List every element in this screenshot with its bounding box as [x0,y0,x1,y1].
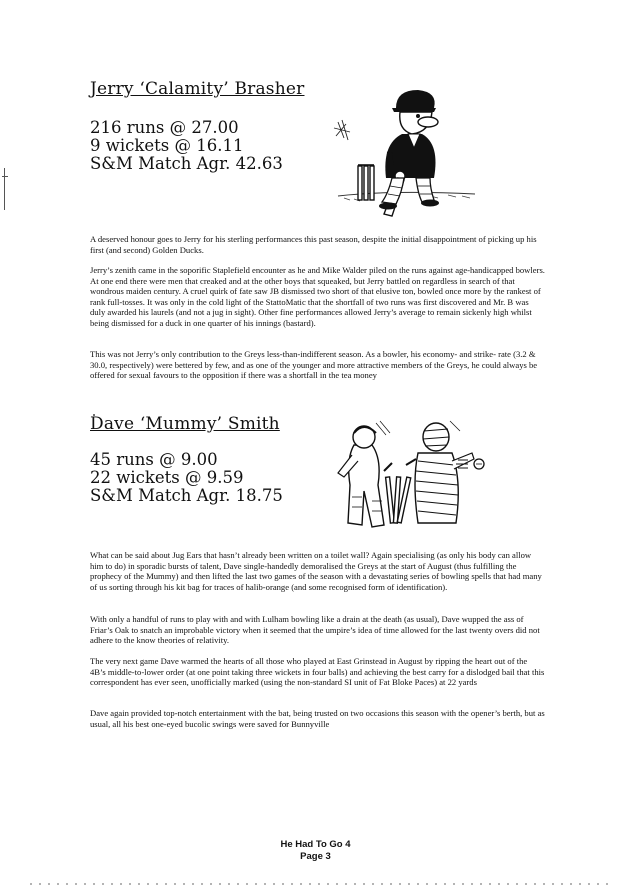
batsman-cartoon-image [330,82,480,224]
player2-paragraph: What can be said about Jug Ears that hasn’t already been written on a toilet wall? Again specialising (as only his body can allow him to do) in sporadic bursts of talent, Dave single-handedly demoralised the Greys at the start of August (thus fulfilling the prophecy of the Mummy) and then lifted the last two games of the season with a devastating series of bowling spells that had many of us sorting through his kit bag for traces of halib-orange (and some recognised form of identification). [90,550,542,592]
player1-match-agr: S&M Match Agr. 42.63 [90,154,283,173]
footer [0,839,631,863]
player1-runs: 216 runs @ 27.00 [90,118,239,137]
player1-paragraph: A deserved honour goes to Jerry for his sterling performances this past season, despite the initial disappointment of picking up his first (and second) Golden Ducks. [90,234,537,255]
player1-wickets: 9 wickets @ 16.11 [90,136,244,155]
player2-wickets: 22 wickets @ 9.59 [90,468,244,487]
footer-title: He Had To Go 4 [280,839,351,850]
scan-edge-dots [30,883,610,885]
margin-mark [2,176,8,177]
mummy-bowler-cartoon-image [332,415,492,540]
player2-paragraph: The very next game Dave warmed the hearts of all those who played at East Grinstead in August by ripping the heart out of the 4B’s middle-to-lower order (at one point taking three wickets in four balls) and achieving the best carry for a dislodged bail that this correspondent has ever seen, unofficially marked (using the non-standard SI unit of Fat Bloke Paces) at 22 yards [90,656,545,688]
footer-page-number: Page 3 [300,851,331,862]
player2-match-agr: S&M Match Agr. 18.75 [90,486,283,505]
margin-mark [4,168,5,210]
player1-paragraph: This was not Jerry’s only contribution to the Greys less-than-indifferent season. As a bowler, his economy- and strike- rate (3.2 & 30.0, respectively) were bettered by few, and as one of the younger and more attractive members of the Greys, he could always be offered for sexual favours to the opposition if there was a shortfall in the tea money [90,349,538,381]
player2-stats [90,451,283,505]
player2-runs: 45 runs @ 9.00 [90,450,218,469]
player2-paragraph: Dave again provided top-notch entertainment with the bat, being trusted on two occasions this season with the opener’s berth, but as usual, all his best one-eyed bucolic swings were saved for Bunnyville [90,708,545,729]
player1-paragraph: Jerry’s zenith came in the soporific Staplefield encounter as he and Mike Walder piled on the runs against age-handicapped bowlers. At one end there were men that creaked and at the other boys that squeaked, but Jerry battled on regardless in search of that wondrous maiden century. A cruel quirk of fate saw JB dismissed two short of that elusive ton, bowled once more by the rankest of rank full-tosses. It was only in the cold light of the StattoMatic that the shortfall of two runs was first discovered and Mr. B was duly awarded his laurels (and not a jug in sight). Other fine performances allowed Jerry’s average to remain sickenly high whilst being dismissed for a duck in one quarter of his innings (bastard). [90,265,545,328]
player2-name: Dave ‘Mummy’ Smith [90,414,280,434]
player2-paragraph: With only a handful of runs to play with and with Lulham bowling like a drain at the death (as usual), Dave wupped the ass of Friar’s Oak to snatch an improbable victory when it seemed that the umpire’s idea of time allowed for the last twenty overs did not adhere to the know theories of relativity. [90,614,540,646]
player1-name: Jerry ‘Calamity’ Brasher [90,79,305,99]
player1-stats [90,119,283,173]
